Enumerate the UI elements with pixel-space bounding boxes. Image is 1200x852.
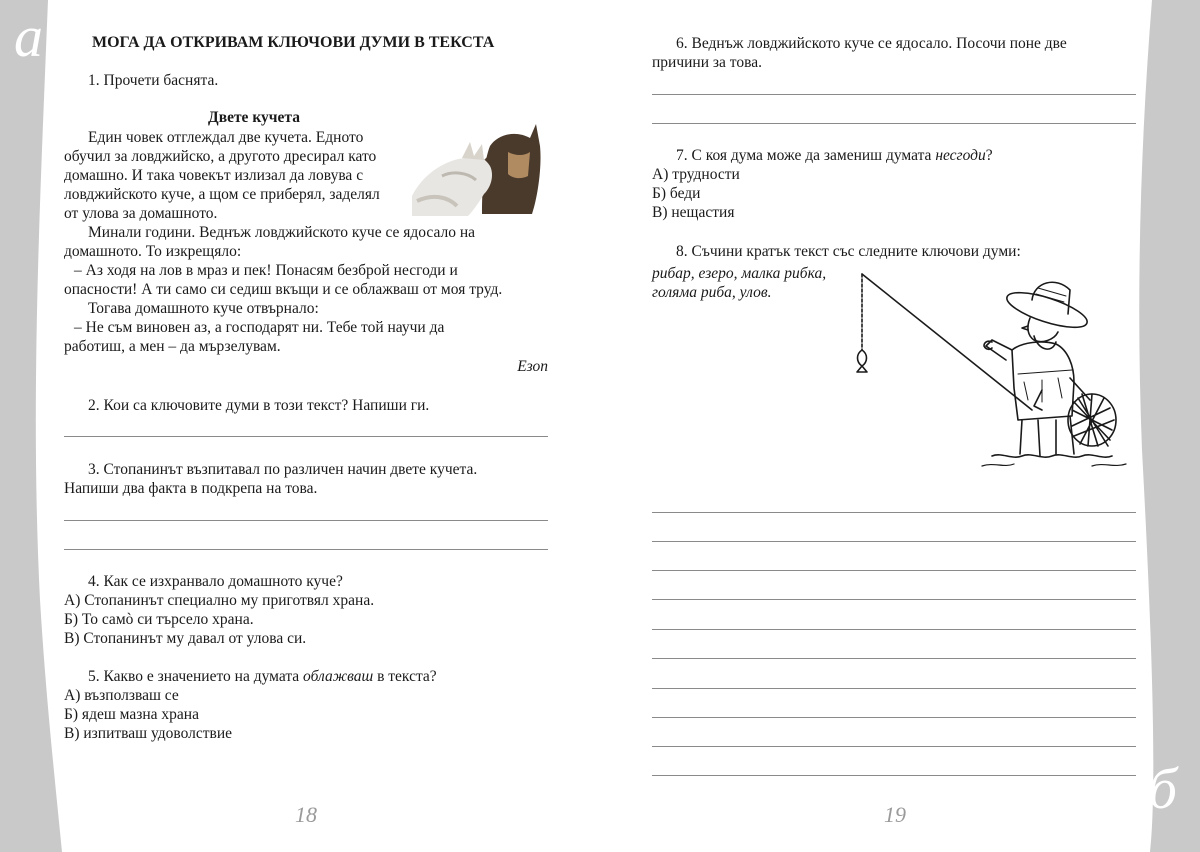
fable-line-8: – Аз ходя на лов в мраз и пек! Понасям безброй несгоди и xyxy=(74,262,458,279)
question-7 xyxy=(676,146,993,165)
fable-line-6: Минали години. Веднъж ловджийското куче се ядосало на xyxy=(88,224,476,241)
fable-line-10: Тогава домашното куче отвърнало: xyxy=(88,300,319,317)
question-5-word: облажваш xyxy=(303,668,374,685)
page-number-right: 19 xyxy=(884,802,906,827)
question-7-option-c[interactable]: В) нещастия xyxy=(652,204,735,221)
answer-line[interactable] xyxy=(64,436,548,437)
left-page xyxy=(64,0,548,852)
fable-line-11: – Не съм виновен аз, а господарят ни. Тебе той научи да xyxy=(74,319,445,336)
fable-line-5: от улова за домашното. xyxy=(64,205,218,222)
answer-line[interactable] xyxy=(652,123,1136,124)
question-7-word: несгоди xyxy=(935,147,986,164)
corner-letter-right: б xyxy=(1148,756,1178,821)
fable-line-1: Един човек отглеждал две кучета. Едното xyxy=(88,129,364,146)
answer-line[interactable] xyxy=(652,629,1136,630)
fable-line-4: ловджийското куче, а щом се приберял, заделял xyxy=(64,186,380,203)
question-5-suffix: в текста? xyxy=(373,668,437,685)
answer-line[interactable] xyxy=(652,688,1136,689)
fable-line-3: домашно. И така човекът излизал да ловува с xyxy=(64,167,364,184)
question-6-line-2: причини за това. xyxy=(652,54,762,71)
keywords-line-2: голяма риба, улов. xyxy=(652,284,772,301)
question-5-option-a[interactable]: А) възползваш се xyxy=(64,687,179,704)
question-4-option-a[interactable]: А) Стопанинът специално му приготвял храна. xyxy=(64,592,375,609)
question-1: 1. Прочети баснята. xyxy=(88,72,219,89)
fisherman-illustration xyxy=(842,270,1142,470)
question-5-option-c[interactable]: В) изпитваш удоволствие xyxy=(64,725,233,742)
answer-line[interactable] xyxy=(652,570,1136,571)
answer-line[interactable] xyxy=(652,541,1136,542)
answer-line[interactable] xyxy=(652,658,1136,659)
question-3-line-2: Напиши два факта в подкрепа на това. xyxy=(64,480,318,497)
page-title: МОГА ДА ОТКРИВАМ КЛЮЧОВИ ДУМИ В ТЕКСТА xyxy=(92,34,495,51)
question-7-option-a[interactable]: А) трудности xyxy=(652,166,740,183)
keywords-line-1: рибар, езеро, малка рибка, xyxy=(652,265,827,282)
corner-letter-left: а xyxy=(14,4,43,69)
answer-line[interactable] xyxy=(652,775,1136,776)
question-4: 4. Как се изхранвало домашното куче? xyxy=(88,573,343,590)
dogs-photo xyxy=(412,116,542,216)
right-page xyxy=(652,0,1136,852)
answer-line[interactable] xyxy=(652,746,1136,747)
question-7-option-b[interactable]: Б) беди xyxy=(652,185,701,202)
question-5-prefix: 5. Какво е значението на думата xyxy=(88,668,304,685)
question-5 xyxy=(88,667,437,686)
answer-line[interactable] xyxy=(64,549,548,550)
question-4-option-c[interactable]: В) Стопанинът му давал от улова си. xyxy=(64,630,307,647)
fable-title: Двете кучета xyxy=(208,109,300,126)
question-3-line-1: 3. Стопанинът възпитавал по различен начин двете кучета. xyxy=(88,461,478,478)
question-5-option-b[interactable]: Б) ядеш мазна храна xyxy=(64,706,199,723)
fable-line-7: домашното. То изкрещяло: xyxy=(64,243,242,260)
question-7-suffix: ? xyxy=(985,147,993,164)
question-2: 2. Кои са ключовите думи в този текст? Напиши ги. xyxy=(88,397,430,414)
fable-line-9: опасности! А ти само си седиш вкъщи и се облажваш от моя труд. xyxy=(64,281,503,298)
question-8: 8. Съчини кратък текст със следните ключови думи: xyxy=(676,243,1021,260)
answer-line[interactable] xyxy=(652,94,1136,95)
answer-line[interactable] xyxy=(652,599,1136,600)
question-4-option-b[interactable]: Б) То самò си търсело храна. xyxy=(64,611,254,628)
fable-author: Езоп xyxy=(517,358,548,375)
question-7-prefix: 7. С коя дума може да замениш думата xyxy=(676,147,936,164)
page-number-left: 18 xyxy=(295,802,317,827)
fable-line-12: работиш, а мен – да мързелувам. xyxy=(64,338,281,355)
answer-line[interactable] xyxy=(652,717,1136,718)
answer-line[interactable] xyxy=(652,512,1136,513)
answer-line[interactable] xyxy=(64,520,548,521)
fable-line-2: обучил за ловджийско, а другото дресирал като xyxy=(64,148,377,165)
question-6-line-1: 6. Веднъж ловджийското куче се ядосало. Посочи поне две xyxy=(676,35,1067,52)
